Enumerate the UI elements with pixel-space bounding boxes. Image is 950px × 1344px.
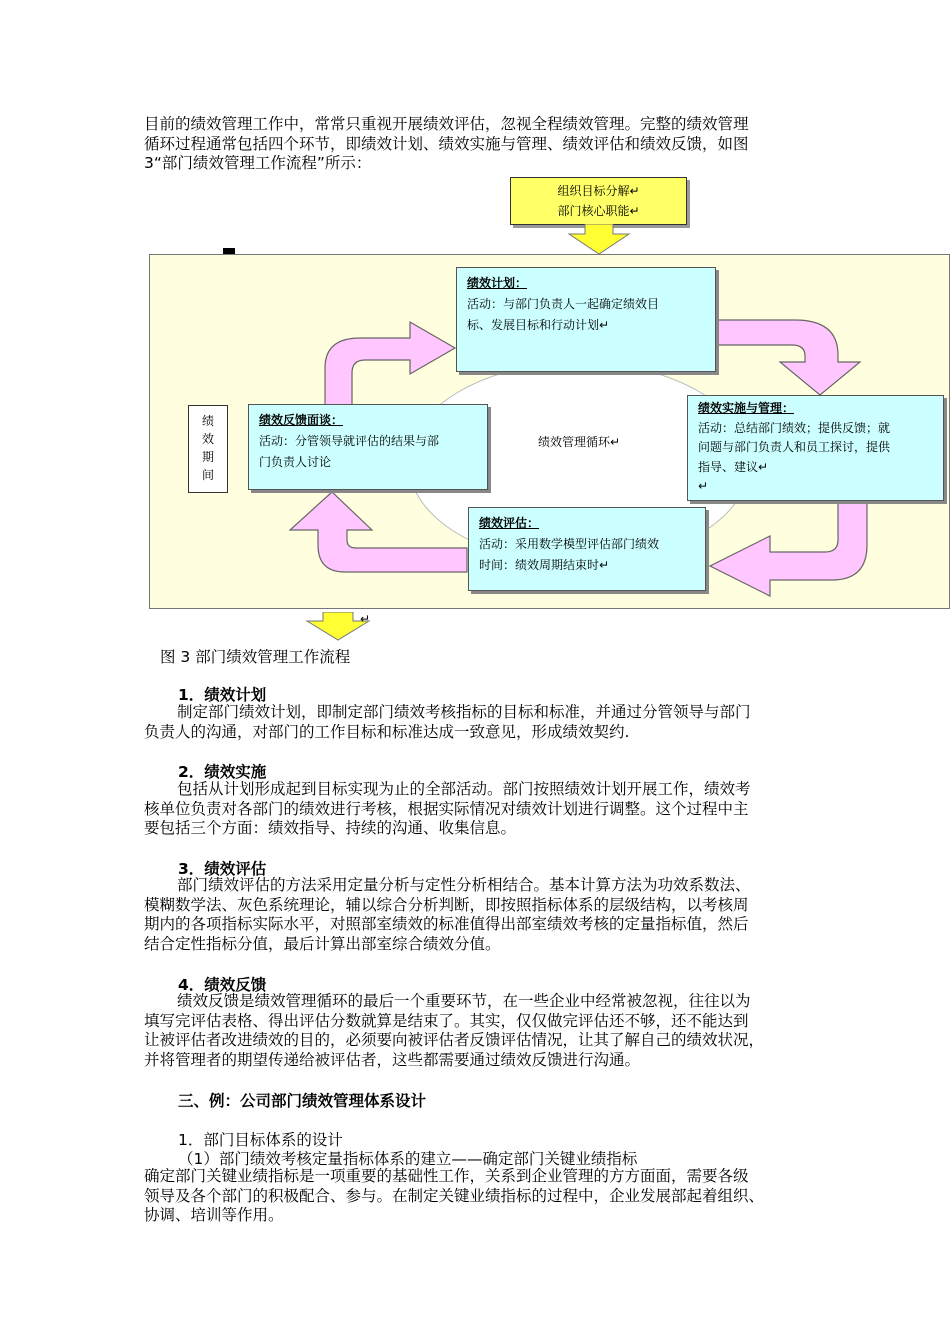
text-line: 填写完评估表格、得出评估分数就算是结束了。其实，仅仅做完评估还不够，还不能达到 — [144, 1011, 749, 1030]
period-char: 间 — [201, 468, 214, 482]
evaluate-line: 活动：采用数学模型评估部门绩效 — [479, 537, 660, 551]
text-line: 制定部门绩效计划，即制定部门绩效考核指标的目标和标准，并通过分管领导与部门 — [177, 703, 751, 721]
part-heading: 三、例：公司部门绩效管理体系设计 — [178, 1092, 427, 1110]
text-line: 结合定性指标分值，最后计算出部室综合绩效分值。 — [144, 934, 501, 953]
section-paragraph — [144, 703, 814, 742]
bottom-mark: ↵ — [360, 612, 371, 626]
core-function-text: 部门核心职能↵ — [557, 204, 640, 218]
text-line: 3“部门绩效管理工作流程”所示： — [144, 154, 372, 173]
plan-title: 绩效计划： — [467, 276, 528, 290]
implement-line: 指导、建议↵ — [698, 459, 769, 474]
org-goal-text: 组织目标分解↵ — [557, 184, 640, 198]
text-line: 部门绩效评估的方法采用定量分析与定性分析相结合。基本计算方法为功效系数法、 — [177, 876, 751, 894]
evaluate-title: 绩效评估： — [479, 516, 540, 530]
period-char: 绩 — [201, 414, 214, 428]
implement-line: 问题与部门负责人和员工探讨，提供 — [698, 440, 891, 454]
plan-box — [456, 267, 716, 372]
evaluate-box — [468, 507, 706, 591]
text-line: 核单位负责对各部门的绩效进行考核，根据实际情况对绩效计划进行调整。这个过程中主 — [144, 799, 749, 818]
arrow-feedback-to-plan-icon — [325, 322, 455, 405]
cycle-label: 绩效管理循环↵ — [538, 435, 621, 449]
section-heading: 3．绩效评估 — [178, 860, 267, 878]
text-line: 期内的各项指标实际水平，对照部室绩效的标准值得出部室绩效考核的定量指标值，然后 — [144, 915, 749, 934]
section-heading: 2．绩效实施 — [178, 763, 267, 781]
text-line: 包括从计划形成起到目标实现为止的全部活动。部门按照绩效计划开展工作，绩效考 — [177, 780, 751, 798]
text-line: 负责人的沟通，对部门的工作目标和标准达成一致意见，形成绩效契约. — [144, 722, 630, 741]
section-paragraph — [144, 992, 814, 1070]
text-line: 确定部门关键业绩指标是一项重要的基础性工作，关系到企业管理的方方面面，需要各级 — [144, 1167, 749, 1185]
plan-line: 标、发展目标和行动计划↵ — [467, 318, 610, 332]
arrow-evaluate-to-feedback-icon — [290, 492, 467, 572]
evaluate-line: 时间：绩效周期结束时↵ — [479, 558, 610, 572]
feedback-line: 活动：分管领导就评估的结果与部 — [259, 434, 440, 448]
subheading-1: 1．部门目标体系的设计 — [178, 1131, 343, 1149]
implement-line: 活动：总结部门绩效；提供反馈；就 — [698, 420, 891, 435]
implement-line: ↵ — [698, 479, 709, 493]
section-paragraph — [144, 876, 814, 954]
arrow-plan-to-implement-icon — [717, 320, 860, 395]
figure-caption: 图 3 部门绩效管理工作流程 — [160, 648, 351, 666]
feedback-box — [248, 404, 488, 490]
text-line: 要包括三个方面：绩效指导、持续的沟通、收集信息。 — [144, 819, 517, 838]
plan-line: 活动：与部门负责人一起确定绩效目 — [467, 297, 660, 311]
text-line: 模糊数学法、灰色系统理论，辅以综合分析判断，即按照指标体系的层级结构，以考核周 — [144, 895, 749, 914]
period-char: 期 — [201, 450, 214, 464]
subheading-2: （1）部门绩效考核定量指标体系的建立——确定部门关键业绩指标 — [178, 1150, 638, 1168]
text-line: 协调、培训等作用。 — [144, 1206, 284, 1225]
text-line: 领导及各个部门的积极配合、参与。在制定关键业绩指标的过程中，企业发展部起着组织、 — [144, 1186, 765, 1205]
section-paragraph — [144, 780, 814, 839]
text-line: 目前的绩效管理工作中，常常只重视开展绩效评估，忽视全程绩效管理。完整的绩效管理 — [144, 115, 749, 133]
arrow-implement-to-evaluate-icon — [710, 503, 867, 596]
feedback-line: 门负责人讨论 — [259, 455, 332, 469]
section-heading: 1．绩效计划 — [178, 686, 267, 704]
feedback-title: 绩效反馈面谈： — [259, 413, 344, 427]
implement-title: 绩效实施与管理： — [698, 401, 795, 415]
text-line: 让被评估者改进绩效的目的，必须要向被评估者反馈评估情况，让其了解自己的绩效状况， — [144, 1031, 765, 1050]
implement-box — [687, 395, 944, 501]
period-box — [188, 405, 228, 493]
text-line: 循环过程通常包括四个环节，即绩效计划、绩效实施与管理、绩效评估和绩效反馈，如图 — [144, 134, 749, 153]
period-char: 效 — [201, 432, 214, 446]
text-line: 绩效反馈是绩效管理循环的最后一个重要环节，在一些企业中经常被忽视，往往以为 — [177, 992, 751, 1010]
text-line: 并将管理者的期望传递给被评估者，这些都需要通过绩效反馈进行沟通。 — [144, 1050, 641, 1069]
section-heading: 4．绩效反馈 — [178, 976, 267, 994]
part3-paragraph — [144, 1167, 814, 1226]
